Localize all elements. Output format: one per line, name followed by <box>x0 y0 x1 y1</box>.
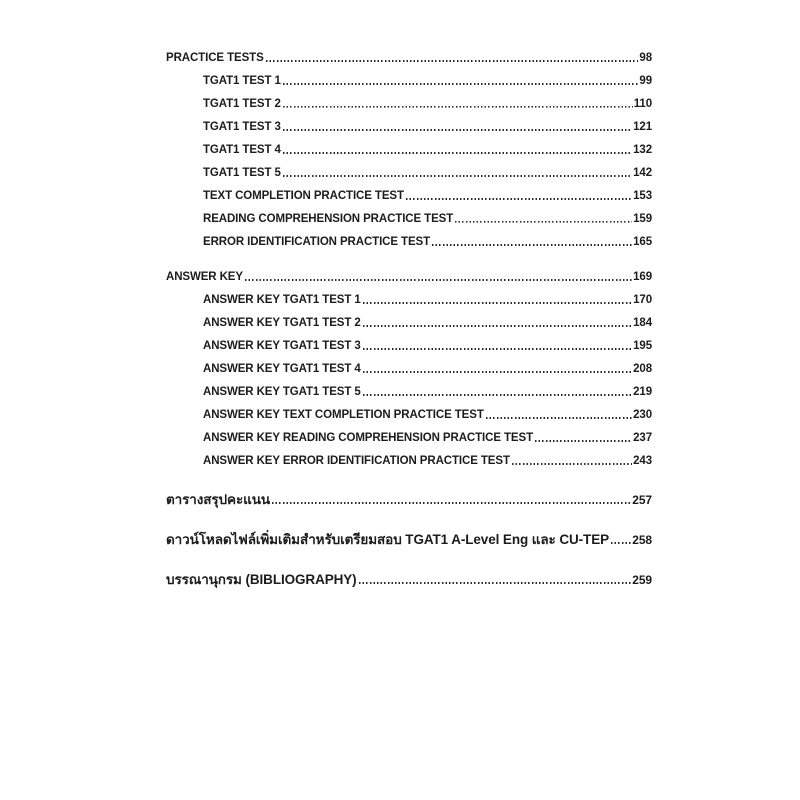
toc-entry-label: ANSWER KEY READING COMPREHENSION PRACTICE TEST <box>203 431 533 444</box>
toc-entry <box>166 448 652 471</box>
toc-entry <box>166 425 652 448</box>
toc-entry-label: TGAT1 TEST 5 <box>203 166 281 179</box>
dot-leader <box>406 198 632 200</box>
toc-entry-label: ANSWER KEY TGAT1 TEST 5 <box>203 385 361 398</box>
dot-leader <box>363 348 632 350</box>
toc-entry <box>166 402 652 425</box>
dot-leader <box>611 542 631 544</box>
dot-leader <box>266 60 639 62</box>
toc-entry <box>166 485 652 511</box>
toc-entry <box>166 525 652 551</box>
toc-entry <box>166 356 652 379</box>
dot-leader <box>363 394 632 396</box>
toc-entry-page: 169 <box>633 270 652 283</box>
dot-leader <box>363 371 632 373</box>
toc-entry-label: ANSWER KEY TGAT1 TEST 1 <box>203 293 361 306</box>
toc-entry-label: ANSWER KEY TGAT1 TEST 2 <box>203 316 361 329</box>
toc-entry-label: TEXT COMPLETION PRACTICE TEST <box>203 189 404 202</box>
dot-leader <box>535 440 632 442</box>
toc-entry-page: 195 <box>633 339 652 352</box>
toc-entry-page: 165 <box>633 235 652 248</box>
toc-entry <box>166 183 652 206</box>
dot-leader <box>432 244 632 246</box>
toc-entry-label: READING COMPREHENSION PRACTICE TEST <box>203 212 454 225</box>
toc-entry-page: 153 <box>633 189 652 202</box>
toc-entry <box>166 287 652 310</box>
dot-leader <box>486 417 632 419</box>
dot-leader <box>359 582 632 584</box>
toc-entry-page: 258 <box>632 533 652 547</box>
toc-entry-page: 132 <box>633 143 652 156</box>
toc-entry <box>166 68 652 91</box>
toc-entry-label: TGAT1 TEST 4 <box>203 143 281 156</box>
dot-leader <box>283 83 639 85</box>
toc-entry <box>166 310 652 333</box>
toc-entry <box>166 333 652 356</box>
toc-entry-label: TGAT1 TEST 3 <box>203 120 281 133</box>
toc-entry-label: ERROR IDENTIFICATION PRACTICE TEST <box>203 235 431 248</box>
dot-leader <box>512 463 632 465</box>
toc-entry-page: 159 <box>633 212 652 225</box>
toc-entry-page: 237 <box>633 431 652 444</box>
toc-entry-page: 184 <box>633 316 652 329</box>
toc-entry <box>166 160 652 183</box>
dot-leader <box>363 302 632 304</box>
toc-entry-label: ANSWER KEY <box>166 270 243 283</box>
toc-entry-page: 243 <box>633 454 652 467</box>
toc-entry <box>166 137 652 160</box>
toc-entry-page: 110 <box>633 97 652 110</box>
toc-entry-page: 230 <box>633 408 652 421</box>
toc-entry <box>166 206 652 229</box>
toc-entry <box>166 91 652 114</box>
toc-entry <box>166 45 652 68</box>
toc-entry <box>166 565 652 591</box>
toc-entry-page: 121 <box>633 120 652 133</box>
toc-entry-label: บรรณานุกรม (BIBLIOGRAPHY) <box>166 571 357 587</box>
dot-leader <box>455 221 632 223</box>
toc-entry-page: 257 <box>632 493 652 507</box>
toc-entry-label: ดาวน์โหลดไฟล์เพิ่มเติมสำหรับเตรียมสอบ TGAT1 A-Level Eng และ CU-TEP <box>166 531 609 547</box>
toc-entry-label: ANSWER KEY TGAT1 TEST 3 <box>203 339 361 352</box>
toc-entry-label: PRACTICE TESTS <box>166 51 264 64</box>
toc-entry <box>166 264 652 287</box>
toc-entry-page: 208 <box>633 362 652 375</box>
dot-leader <box>363 325 632 327</box>
toc-entry-label: TGAT1 TEST 2 <box>203 97 281 110</box>
toc-entry <box>166 379 652 402</box>
toc-list <box>166 45 652 591</box>
toc-entry-label: ANSWER KEY TEXT COMPLETION PRACTICE TEST <box>203 408 484 421</box>
toc-entry-page: 142 <box>633 166 652 179</box>
toc-entry-page: 98 <box>639 51 652 64</box>
toc-entry <box>166 229 652 252</box>
dot-leader <box>283 129 632 131</box>
dot-leader <box>272 502 631 504</box>
toc-entry-label: ANSWER KEY ERROR IDENTIFICATION PRACTICE TEST <box>203 454 510 467</box>
toc-entry-page: 219 <box>633 385 652 398</box>
toc-entry <box>166 114 652 137</box>
dot-leader <box>283 175 632 177</box>
toc-entry-page: 259 <box>632 573 652 587</box>
dot-leader <box>283 152 632 154</box>
dot-leader <box>245 279 632 281</box>
toc-entry-label: ตารางสรุปคะแนน <box>166 491 270 507</box>
toc-entry-label: ANSWER KEY TGAT1 TEST 4 <box>203 362 361 375</box>
dot-leader <box>283 106 633 108</box>
toc-entry-page: 99 <box>639 74 652 87</box>
toc-entry-page: 170 <box>633 293 652 306</box>
toc-entry-label: TGAT1 TEST 1 <box>203 74 281 87</box>
